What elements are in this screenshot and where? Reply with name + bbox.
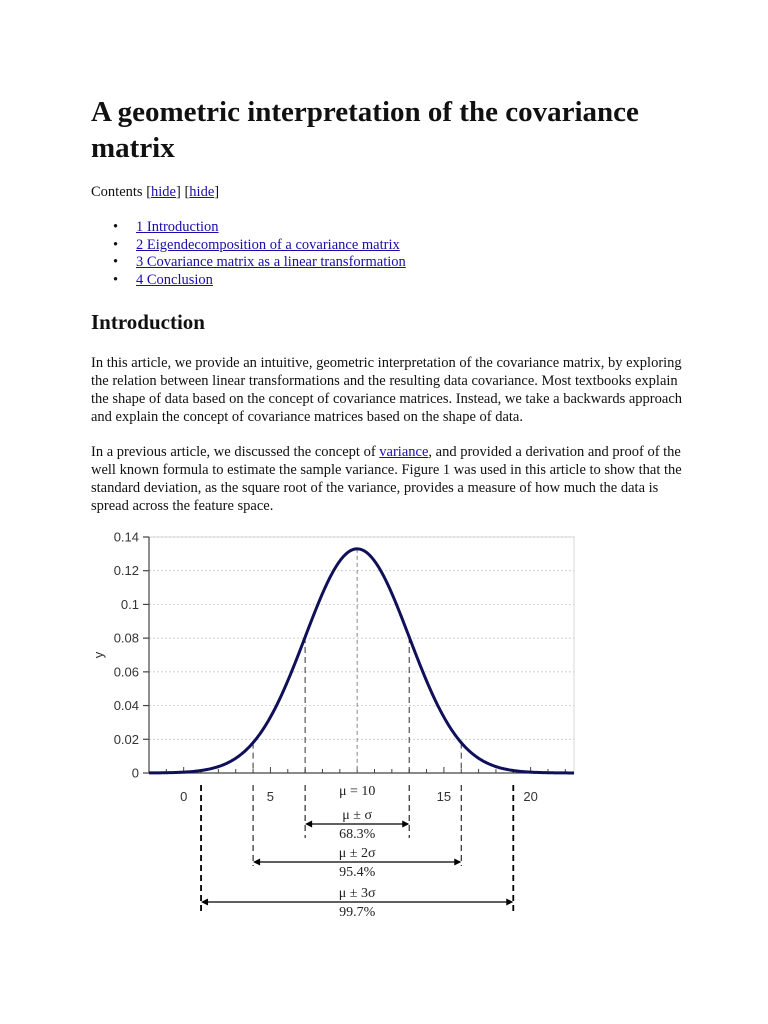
y-tick-label: 0.1 (120, 596, 139, 612)
y-tick-label: 0 (131, 765, 139, 781)
bullet-icon: • (113, 254, 119, 271)
contents-line: Contents [hide] [hide] (91, 184, 220, 200)
y-tick-label: 0.04 (113, 698, 139, 714)
hide-link-2[interactable]: hide (189, 184, 215, 200)
mean-label: μ = 10 (338, 784, 376, 799)
y-tick-label: 0.06 (113, 664, 139, 680)
interval-arrowhead-left (201, 899, 208, 906)
y-tick-label: 0.02 (113, 731, 139, 747)
y-tick-label: 0.12 (113, 563, 139, 579)
toc-item (91, 237, 406, 255)
variance-link[interactable]: variance (379, 444, 429, 460)
table-of-contents (91, 219, 406, 290)
interval-percent: 99.7% (339, 905, 376, 920)
interval-label: μ ± 3σ (338, 886, 376, 901)
hide-link-1[interactable]: hide (151, 184, 176, 200)
page-title: A geometric interpretation of the covariance matrix (91, 96, 639, 164)
intro-paragraph: In this article, we provide an intuitive, geometric interpretation of the covariance matrix, by exploring the relation between linear transformations and the resulting data covariance. Most textbooks explain the shape of data based on the concept of covariance matrices. Instead, we take a backwards approach and explain the concept of covariance matrices based on the shape of data. (91, 355, 683, 425)
chart-grid (149, 537, 574, 773)
interval-arrowhead-right (506, 899, 513, 906)
paragraph-text: In a previous article, we discussed the concept of (91, 444, 380, 460)
y-tick-label: 0.08 (113, 630, 139, 646)
bullet-icon: • (113, 219, 119, 235)
toc-link-linear-transformation[interactable]: 3 Covariance matrix as a linear transformation (136, 254, 406, 271)
interval-percent: 95.4% (339, 865, 376, 880)
toc-item (91, 219, 406, 237)
y-axis-label: y (91, 651, 106, 659)
paragraph-text: , and provided a derivation and proof of the well known formula to estimate the sample variance. Figure 1 was used in this article to show that the standard deviation, as the square root of the variance, provides a measure of how much the data is spread across the feature space. (91, 444, 682, 514)
x-tick-label: 5 (266, 789, 275, 804)
sigma-annotations (201, 784, 513, 920)
toc-link-conclusion[interactable]: 4 Conclusion (136, 272, 213, 289)
toc-link-eigendecomposition[interactable]: 2 Eigendecomposition of a covariance matrix (136, 236, 400, 253)
toc-link-introduction[interactable]: 1 Introduction (136, 219, 219, 235)
bullet-icon: • (113, 236, 119, 253)
normal-distribution-figure (0, 525, 768, 925)
bullet-icon: • (113, 272, 119, 289)
interval-label: μ ± σ (342, 808, 373, 823)
plot-frame (149, 537, 574, 773)
toc-item (91, 272, 406, 290)
interval-percent: 68.3% (339, 827, 376, 842)
interval-arrowhead-left (305, 821, 312, 828)
contents-label: Contents (91, 184, 143, 200)
interval-arrowhead-right (454, 859, 461, 866)
x-tick-label: 15 (436, 789, 452, 804)
interval-arrowhead-left (253, 859, 260, 866)
chart-axes (149, 537, 574, 773)
interval-arrowhead-right (402, 821, 409, 828)
interval-label: μ ± 2σ (338, 846, 376, 861)
x-tick-label: 0 (180, 789, 188, 804)
x-tick-label: 20 (523, 789, 538, 804)
y-tick-label: 0.14 (113, 529, 139, 545)
section-heading: Introduction (91, 310, 205, 334)
variance-paragraph (91, 443, 691, 515)
toc-item (91, 254, 406, 272)
